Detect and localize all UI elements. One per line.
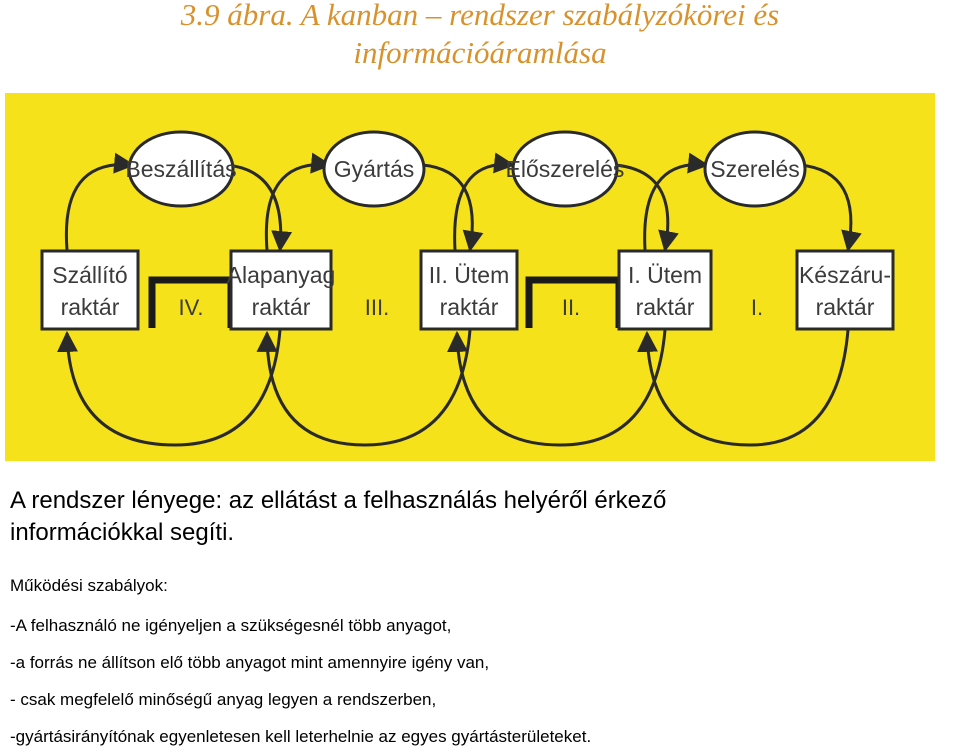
process-label-szereles: Szerelés <box>710 156 800 182</box>
stage-label-ii: II. <box>561 295 581 320</box>
warehouse-label-keszaru-2: raktár <box>815 294 875 320</box>
warehouse-label-ii-utem-2: raktár <box>439 294 499 320</box>
process-label-gyartas: Gyártás <box>333 156 415 182</box>
warehouse-label-i-utem-1: I. Ütem <box>627 262 703 288</box>
warehouse-label-ii-utem-1: II. Ütem <box>428 262 510 288</box>
figure-title-line1: 3.9 ábra. A kanban – rendszer szabályzókörei és <box>180 0 780 32</box>
figure-title-line2: információáramlása <box>353 35 607 70</box>
lead-text-line2: információkkal segíti. <box>10 519 235 546</box>
rule-item-1: -A felhasználó ne igényeljen a szükségesnél több anyagot, <box>10 616 452 635</box>
warehouse-label-szallito-1: Szállító <box>52 262 128 288</box>
process-label-eloszereles: Előszerelés <box>505 156 625 182</box>
warehouse-label-szallito-2: raktár <box>60 294 120 320</box>
kanban-diagram <box>5 93 935 461</box>
stage-label-i: I. <box>750 295 764 320</box>
stage-label-iv: IV. <box>178 295 204 320</box>
stage-label-iii: III. <box>364 295 390 320</box>
warehouse-label-alapanyag-1: Alapanyag <box>226 262 336 288</box>
rules-heading: Működési szabályok: <box>10 576 168 595</box>
rule-item-4: -gyártásirányítónak egyenletesen kell leterhelnie az egyes gyártásterületeket. <box>10 727 592 746</box>
warehouse-label-keszaru-1: Készáru- <box>798 262 892 288</box>
rule-item-2: -a forrás ne állítson elő több anyagot mint amennyire igény van, <box>10 653 490 672</box>
rule-item-3: - csak megfelelő minőségű anyag legyen a rendszerben, <box>10 690 437 709</box>
lead-text-line1: A rendszer lényege: az ellátást a felhasználás helyéről érkező <box>10 487 667 514</box>
process-label-beszallitas: Beszállítás <box>125 156 237 182</box>
warehouse-label-alapanyag-2: raktár <box>251 294 311 320</box>
warehouse-label-i-utem-2: raktár <box>635 294 695 320</box>
